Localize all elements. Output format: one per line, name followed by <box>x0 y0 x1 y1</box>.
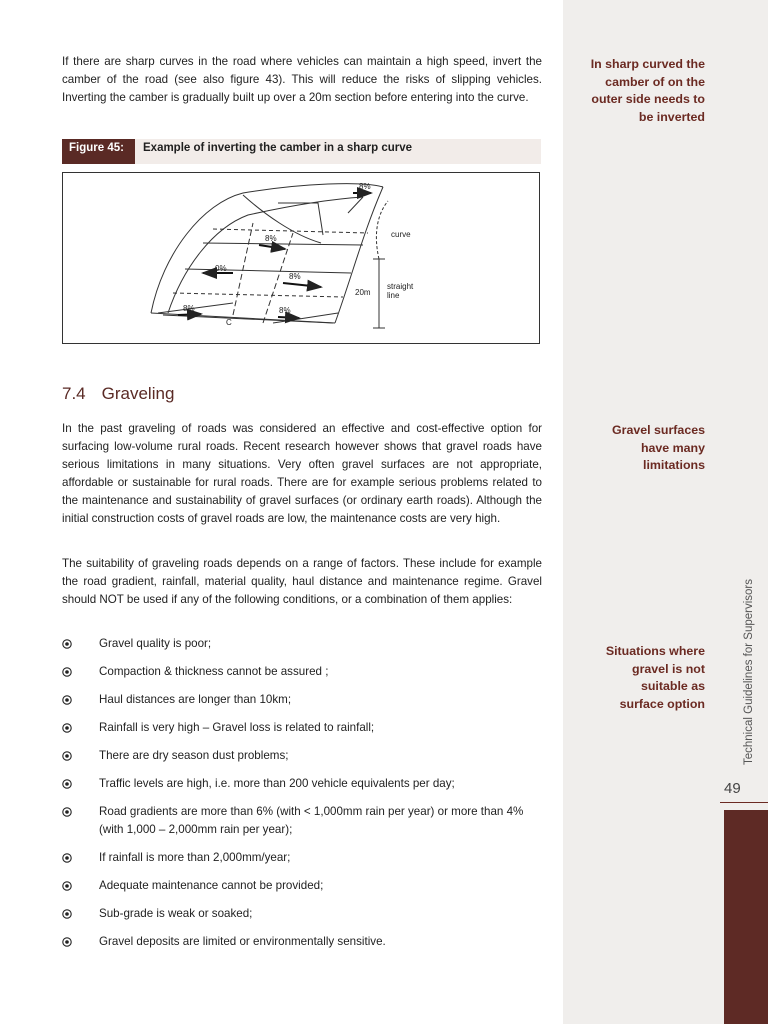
list-item: Traffic levels are high, i.e. more than 200 vehicle equivalents per day; <box>62 775 542 793</box>
bullet-list <box>62 635 542 951</box>
label-distance: 20m <box>355 288 371 297</box>
list-item: Compaction & thickness cannot be assured ; <box>62 663 542 681</box>
figure-title: Example of inverting the camber in a sharp curve <box>143 142 413 154</box>
bullet-icon <box>62 807 72 817</box>
bullet-icon <box>62 751 72 761</box>
bullet-icon <box>62 853 72 863</box>
label-mid-pct: 8% <box>289 272 301 281</box>
bullet-icon <box>62 723 72 733</box>
bullet-icon <box>62 695 72 705</box>
section-heading <box>62 384 174 404</box>
list-item: There are dry season dust problems; <box>62 747 542 765</box>
road-edge-left <box>151 184 383 313</box>
page-number: 49 <box>724 780 741 797</box>
paragraph-1: In the past graveling of roads was considered an effective and cost-effective option for surfacing low-volume rural roads. Recent research however shows that gravel roads have serious limitations in many situations. Very often gravel surfaces are not appropriate, affordable or sustainable for rural roads. There are for example serious problems related to the maintenance and sustainability of gravel surfaces (or ordinary earth roads). Although the initial construction costs of gravel roads are low, the maintenance costs are very high. <box>62 422 542 525</box>
margin-note-unsuitable: Situations where gravel is not suitable as surface option <box>605 644 705 711</box>
list-item: Gravel deposits are limited or environmentally sensitive. <box>62 933 542 951</box>
decorative-bar <box>724 810 768 1024</box>
margin-note-gravel-limits: Gravel surfaces have many limitations <box>612 423 705 472</box>
bullet-icon <box>62 667 72 677</box>
label-straight-1: straight <box>387 282 414 291</box>
section-title: Graveling <box>101 384 175 403</box>
margin-note-camber: In sharp curved the camber of on the outer side needs to be inverted <box>590 57 705 124</box>
paragraph-2: The suitability of graveling roads depends on a range of factors. These include for example the road gradient, rainfall, material quality, haul distance and maintenance regime. Gravel should NOT be used if any of the following conditions, or a combination of them applies: <box>62 557 542 606</box>
page-number-rule <box>720 802 768 803</box>
label-curve: curve <box>391 230 411 239</box>
label-zero-pct: 0% <box>215 264 227 273</box>
bullet-icon <box>62 909 72 919</box>
figure-diagram <box>62 172 540 344</box>
list-item: Rainfall is very high – Gravel loss is related to rainfall; <box>62 719 542 737</box>
bullet-icon <box>62 779 72 789</box>
figure-label: Figure 45: <box>62 139 135 164</box>
label-bottom-left-pct: 8% <box>183 304 195 313</box>
list-item: Haul distances are longer than 10km; <box>62 691 542 709</box>
running-title: Technical Guidelines for Supervisors <box>743 578 755 765</box>
label-top-pct: 8% <box>359 182 371 191</box>
list-item: Sub-grade is weak or soaked; <box>62 905 542 923</box>
section-number: 7.4 <box>62 384 86 403</box>
list-item: Gravel quality is poor; <box>62 635 542 653</box>
camber-diagram <box>63 173 539 343</box>
bullet-icon <box>62 937 72 947</box>
figure-caption <box>62 139 541 164</box>
label-bottom-right-pct: 8% <box>279 306 291 315</box>
road-edge-right <box>335 187 383 323</box>
bullet-icon <box>62 639 72 649</box>
bullet-icon <box>62 881 72 891</box>
centerline-dash <box>233 223 253 315</box>
list-item: Adequate maintenance cannot be provided; <box>62 877 542 895</box>
label-upper-pct: 8% <box>265 234 277 243</box>
list-item: Road gradients are more than 6% (with < 1,000mm rain per year) or more than 4% (with 1,000 – 2,000mm rain per year); <box>62 803 542 839</box>
intro-paragraph: If there are sharp curves in the road where vehicles can maintain a high speed, invert the camber of the road (see also figure 43). This will reduce the risks of slipping vehicles. Inverting the camber is gradually built up over a 20m section before entering into the curve. <box>62 55 542 104</box>
label-centerline: C <box>226 318 232 327</box>
list-item: If rainfall is more than 2,000mm/year; <box>62 849 542 867</box>
label-straight-2: line <box>387 291 400 300</box>
